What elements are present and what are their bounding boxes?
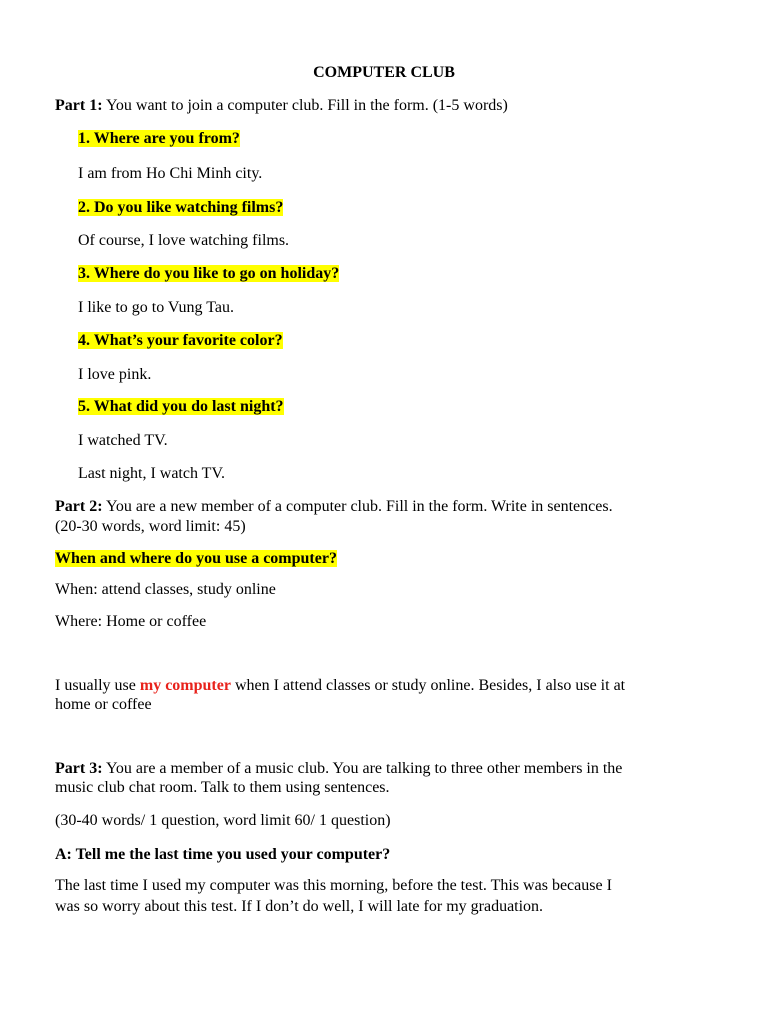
part2-label: Part 2:	[55, 498, 103, 515]
part3-label: Part 3:	[55, 760, 103, 777]
part3-answer-line1: The last time I used my computer was this morning, before the test. This was because I	[55, 877, 612, 894]
question-text: 3. Where do you like to go on holiday?	[78, 265, 340, 282]
question-text: 1. Where are you from?	[78, 130, 240, 147]
part1-answer-5b: Last night, I watch TV.	[78, 465, 225, 482]
part2-when: When: attend classes, study online	[55, 581, 276, 598]
part1-question-2	[78, 198, 283, 218]
part1-instruction: You want to join a computer club. Fill in the form. (1-5 words)	[102, 97, 508, 114]
part1-question-1	[78, 129, 240, 149]
part1-question-4	[78, 331, 283, 351]
part3-limit: (30-40 words/ 1 question, word limit 60/ 1 question)	[55, 812, 391, 829]
part3-question: A: Tell me the last time you used your computer?	[55, 846, 391, 863]
part1-question-5	[78, 397, 284, 417]
part1-answer-2: Of course, I love watching films.	[78, 232, 290, 249]
part3-answer-line2: was so worry about this test. If I don’t do well, I will late for my graduation.	[55, 898, 544, 915]
part1-answer-3: I like to go to Vung Tau.	[78, 299, 234, 316]
part2-answer-line2: home or coffee	[55, 696, 152, 713]
part2-instruction-line2: (20-30 words, word limit: 45)	[55, 518, 246, 535]
question-text: 2. Do you like watching films?	[78, 199, 284, 216]
part3-heading	[55, 759, 622, 779]
part1-label: Part 1:	[55, 97, 103, 114]
part1-heading	[55, 96, 508, 116]
part2-where: Where: Home or coffee	[55, 613, 207, 630]
part1-answer-4: I love pink.	[78, 366, 152, 383]
question-text: When and where do you use a computer?	[55, 550, 337, 567]
part2-heading	[55, 497, 613, 517]
question-text: 5. What did you do last night?	[78, 398, 284, 415]
answer-text: when I attend classes or study online. Besides, I also use it at	[230, 677, 626, 694]
part1-answer-1: I am from Ho Chi Minh city.	[78, 165, 263, 182]
question-text: 4. What’s your favorite color?	[78, 332, 283, 349]
part3-instruction-line2: music club chat room. Talk to them using sentences.	[55, 779, 390, 796]
part2-question	[55, 549, 337, 569]
answer-text: I usually use	[55, 677, 140, 694]
answer-highlight: my computer	[139, 677, 231, 694]
part2-instruction: You are a new member of a computer club. Fill in the form. Write in sentences.	[102, 498, 613, 515]
part2-answer-line1	[55, 676, 625, 696]
document-title: COMPUTER CLUB	[313, 64, 455, 81]
part1-question-3	[78, 264, 339, 284]
part3-instruction: You are a member of a music club. You are talking to three other members in the	[102, 760, 623, 777]
part1-answer-5a: I watched TV.	[78, 432, 168, 449]
